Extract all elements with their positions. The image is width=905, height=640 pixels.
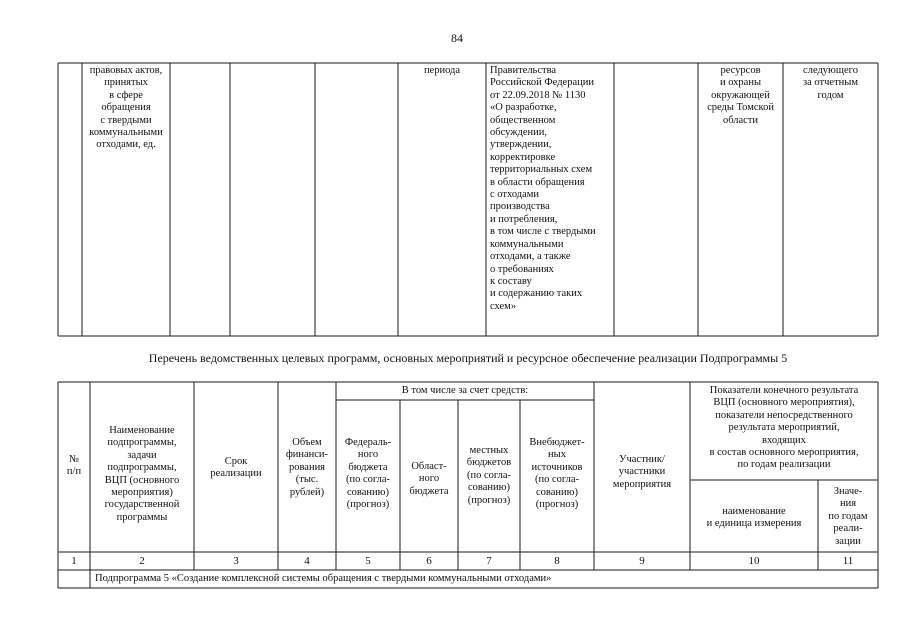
page-number: 84 (451, 31, 463, 45)
header-regional: Област- ного бюджета (409, 461, 449, 497)
column-number-8: 8 (554, 555, 560, 567)
table-caption: Перечень ведомственных целевых программ, основных мероприятий и ресурсное обеспечение реализации Подпрограммы 5 (148, 351, 788, 365)
top-cell-term-text: следующего за отчетным годом (803, 65, 858, 101)
column-number-3: 3 (233, 555, 239, 567)
header-participant: Участник/ участники мероприятия (612, 454, 672, 490)
column-number-2: 2 (139, 555, 145, 567)
subprogram-row-title: Подпрограмма 5 «Создание комплексной системы обращения с твердыми коммунальными отходами» (95, 573, 552, 584)
column-number-5: 5 (365, 555, 371, 567)
header-indicator-values: Значе- ния по годам реали- зации (828, 486, 868, 547)
column-number-10: 10 (748, 555, 760, 567)
header-period: Срок реализации (210, 456, 262, 480)
top-cell-responsible-text: ресурсов и охраны окружающей среды Томской области (707, 65, 774, 126)
column-number-6: 6 (426, 555, 432, 567)
header-no: № п/п (66, 454, 82, 478)
top-cell-period-text: периода (423, 65, 461, 76)
header-extra: Внебюджет- ных источников (по согла- сованию) (прогноз) (529, 437, 585, 511)
header-volume: Объем финанси- рования (тыс. рублей) (285, 437, 329, 498)
header-name: Наименование подпрограммы, задачи подпрограммы, ВЦП (основного мероприятия) государственной программы (104, 425, 180, 523)
header-indicators-group: Показатели конечного результата ВЦП (основного мероприятия), показатели непосредственного результата мероприятий, входящих в состав основного мероприятия, по годам реализации (709, 385, 859, 471)
top-cell-source-text: Правительства Российской Федерации от 22.09.2018 № 1130 «О разработке, общественном обсуждении, утверждении, корректировке территориальных схем в области обращения с отходами производства и потребления, в том числе с твердыми коммунальными отходами, а также о требованиях к составу и содержанию таких схем» (490, 65, 596, 312)
header-indicator-name: наименование и единица измерения (706, 506, 802, 530)
column-number-9: 9 (639, 555, 645, 567)
column-number-7: 7 (486, 555, 492, 567)
column-number-1: 1 (71, 555, 77, 567)
top-cell-indicator-text: правовых актов, принятых в сфере обращения с твердыми коммунальными отходами, ед. (89, 65, 163, 151)
header-sources-group: В том числе за счет средств: (401, 385, 529, 396)
column-number-11: 11 (842, 555, 854, 567)
header-local: местных бюджетов (по согла- сованию) (прогноз) (466, 445, 512, 506)
column-number-4: 4 (304, 555, 310, 567)
header-federal: Федераль- ного бюджета (по согла- сованию) (прогноз) (344, 437, 392, 511)
